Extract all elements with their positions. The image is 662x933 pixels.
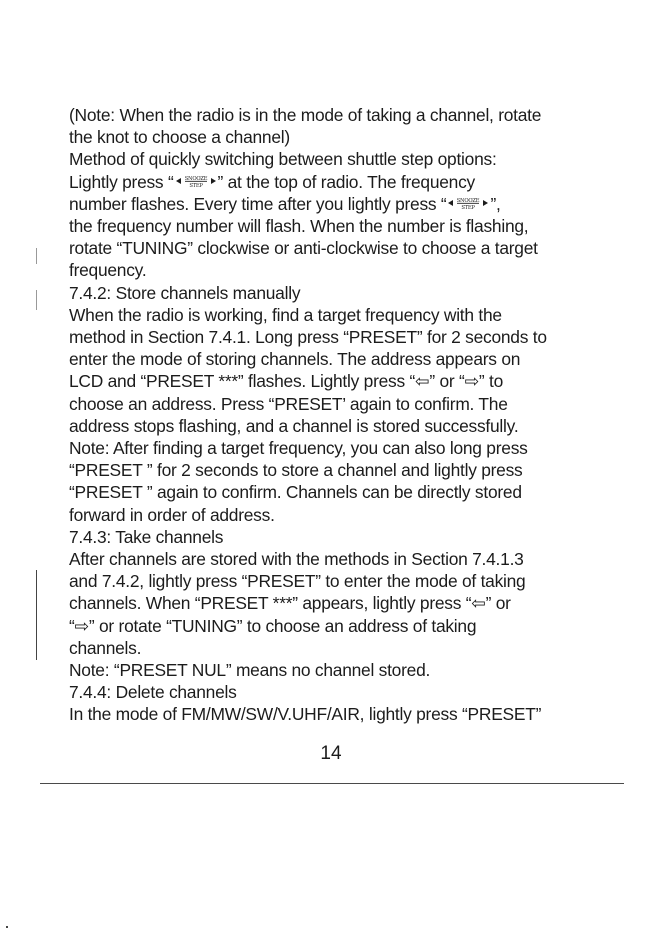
- text-line: the knot to choose a channel): [69, 127, 290, 148]
- snooze-label: SNOOZE: [457, 198, 480, 205]
- section-heading: 7.4.3: Take channels: [69, 526, 224, 547]
- text-line: [69, 193, 617, 215]
- text-line: method in Section 7.4.1. Long press “PRESET” for 2 seconds to: [69, 327, 547, 348]
- text-line: In the mode of FM/MW/SW/V.UHF/AIR, lightly press “PRESET”: [69, 704, 542, 725]
- text-line: enter the mode of storing channels. The address appears on: [69, 349, 521, 370]
- text-line: forward in order of address.: [69, 504, 275, 525]
- text-line: “PRESET ” again to confirm. Channels can be directly stored: [69, 482, 522, 503]
- text-line: “PRESET ” for 2 seconds to store a channel and lightly press: [69, 460, 523, 481]
- text-line: and 7.4.2, lightly press “PRESET” to enter the mode of taking: [69, 571, 526, 592]
- text-line: “⇨” or rotate “TUNING” to choose an address of taking: [69, 615, 477, 636]
- scan-edge-mark: [36, 248, 37, 264]
- text-line: Note: “PRESET NUL” means no channel stored.: [69, 660, 431, 681]
- text-line: frequency.: [69, 260, 147, 281]
- step-label: STEP: [188, 182, 203, 189]
- text-line: channels. When “PRESET ***” appears, lightly press “⇦” or: [69, 593, 511, 614]
- snooze-step-key-icon: [447, 196, 489, 210]
- scan-speck: [6, 926, 8, 928]
- text-line: (Note: When the radio is in the mode of taking a channel, rotate: [69, 105, 542, 125]
- snooze-step-key-icon: [175, 174, 217, 188]
- text-line: When the radio is working, find a target frequency with the: [69, 304, 502, 325]
- step-label: STEP: [461, 205, 476, 211]
- section-heading: 7.4.2: Store channels manually: [69, 282, 301, 303]
- text-segment: number flashes. Every time after you lightly press “: [69, 193, 447, 214]
- text-line: the frequency number will flash. When the number is flashing,: [69, 216, 529, 237]
- scan-edge-mark: [36, 570, 37, 660]
- text-line: After channels are stored with the methods in Section 7.4.1.3: [69, 549, 524, 570]
- text-line: Method of quickly switching between shuttle step options:: [69, 149, 497, 170]
- document-body: [69, 104, 617, 726]
- text-line: rotate “TUNING” clockwise or anti-clockwise to choose a target: [69, 238, 538, 259]
- text-line: LCD and “PRESET ***” flashes. Lightly press “⇦” or “⇨” to: [69, 371, 504, 392]
- text-line: choose an address. Press “PRESET’ again to confirm. The: [69, 393, 508, 414]
- text-segment: ”,: [490, 193, 501, 214]
- footer-rule: [40, 783, 624, 784]
- text-line: Note: After finding a target frequency, you can also long press: [69, 438, 528, 459]
- text-line: channels.: [69, 637, 142, 658]
- text-line: [69, 171, 617, 193]
- text-line: address stops flashing, and a channel is stored successfully.: [69, 415, 519, 436]
- page-number: 14: [320, 743, 342, 764]
- scan-edge-mark: [36, 290, 37, 310]
- text-segment: Lightly press “: [69, 171, 174, 192]
- snooze-label: SNOOZE: [184, 176, 207, 183]
- section-heading: 7.4.4: Delete channels: [69, 682, 237, 703]
- text-segment: ” at the top of radio. The frequency: [217, 171, 475, 192]
